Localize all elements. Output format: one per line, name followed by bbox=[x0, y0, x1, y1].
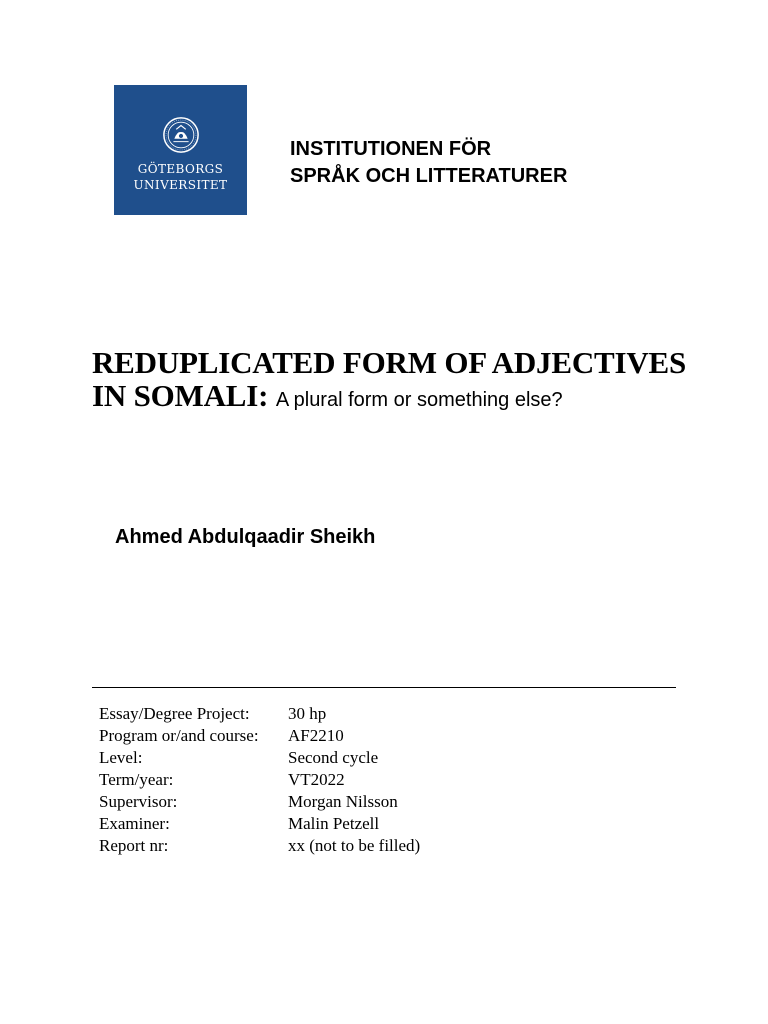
wordmark-line-2: UNIVERSITET bbox=[133, 178, 228, 192]
university-seal-icon bbox=[162, 116, 200, 154]
thesis-subtitle: A plural form or something else? bbox=[275, 389, 563, 411]
detail-value: Morgan Nilsson bbox=[288, 792, 398, 811]
detail-row bbox=[99, 836, 420, 858]
detail-row bbox=[99, 770, 420, 792]
detail-label: Report nr: bbox=[99, 836, 169, 855]
title-line-1: REDUPLICATED FORM OF ADJECTIVES bbox=[92, 345, 687, 380]
institution-line-1: INSTITUTIONEN FÖR bbox=[290, 138, 492, 160]
thesis-title bbox=[92, 346, 732, 417]
project-details-table bbox=[99, 704, 420, 858]
detail-value: VT2022 bbox=[288, 770, 345, 789]
author-name: Ahmed Abdulqaadir Sheikh bbox=[115, 526, 376, 548]
detail-value: Malin Petzell bbox=[288, 814, 380, 833]
detail-value: Second cycle bbox=[288, 748, 379, 767]
detail-value: 30 hp bbox=[288, 704, 327, 723]
university-logo bbox=[114, 85, 247, 215]
detail-row bbox=[99, 792, 420, 814]
detail-value: AF2210 bbox=[288, 726, 344, 745]
institution-line-2: SPRÅK OCH LITTERATURER bbox=[290, 165, 568, 187]
detail-label: Term/year: bbox=[99, 770, 174, 789]
detail-row bbox=[99, 726, 420, 748]
title-line-2: IN SOMALI: bbox=[92, 378, 269, 413]
detail-label: Supervisor: bbox=[99, 792, 178, 811]
detail-label: Level: bbox=[99, 748, 143, 767]
detail-row bbox=[99, 704, 420, 726]
detail-label: Essay/Degree Project: bbox=[99, 704, 250, 723]
detail-label: Examiner: bbox=[99, 814, 170, 833]
wordmark-line-1: GÖTEBORGS bbox=[137, 162, 224, 176]
institution-name bbox=[290, 136, 567, 190]
divider-line bbox=[92, 687, 676, 688]
detail-value: xx (not to be filled) bbox=[288, 836, 421, 855]
university-wordmark bbox=[134, 161, 228, 193]
detail-row bbox=[99, 748, 420, 770]
detail-row bbox=[99, 814, 420, 836]
detail-label: Program or/and course: bbox=[99, 726, 259, 745]
